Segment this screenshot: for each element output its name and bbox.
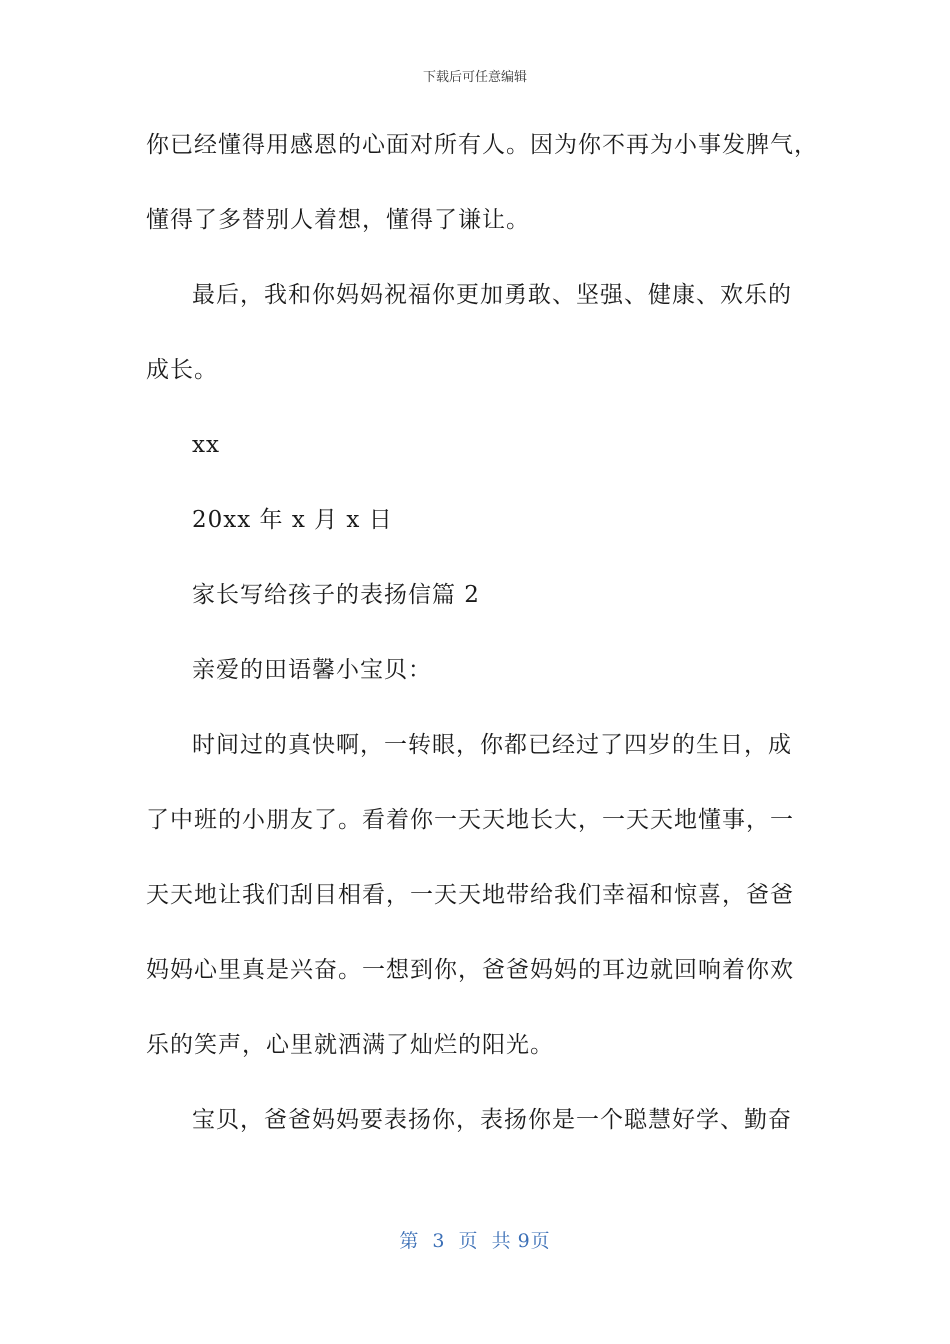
footer-total-pages: 9页 xyxy=(517,1230,551,1252)
page-header: 下载后可任意编辑 xyxy=(422,70,527,85)
body-line-1: 你已经懂得用感恩的心面对所有人。因为你不再为小事发脾气， xyxy=(146,132,818,158)
letter-salutation: 亲爱的田语馨小宝贝： xyxy=(192,657,432,683)
footer-page-word: 页 xyxy=(458,1230,479,1252)
body-line-2: 懂得了多替别人着想，懂得了谦让。 xyxy=(146,207,530,233)
body-line-4: 成长。 xyxy=(146,357,218,383)
footer-total-word: 共 xyxy=(491,1230,512,1252)
section-title: 家长写给孩子的表扬信篇 2 xyxy=(192,582,480,608)
body-line-8: 妈妈心里真是兴奋。一想到你，爸爸妈妈的耳边就回响着你欢 xyxy=(146,957,794,983)
body-line-7: 天天地让我们刮目相看，一天天地带给我们幸福和惊喜，爸爸 xyxy=(146,882,794,908)
body-line-6: 了中班的小朋友了。看着你一天天地长大，一天天地懂事，一 xyxy=(146,807,794,833)
body-line-9: 乐的笑声，心里就洒满了灿烂的阳光。 xyxy=(146,1032,554,1058)
footer-page-number: 3 xyxy=(432,1230,446,1252)
page-footer xyxy=(0,1226,950,1253)
signature-name: xx xyxy=(192,432,220,458)
body-line-3: 最后，我和你妈妈祝福你更加勇敢、坚强、健康、欢乐的 xyxy=(192,282,792,308)
body-line-5: 时间过的真快啊，一转眼，你都已经过了四岁的生日，成 xyxy=(192,732,792,758)
signature-date: 20xx 年 x 月 x 日 xyxy=(192,507,393,533)
footer-prefix: 第 xyxy=(399,1230,420,1252)
body-line-10: 宝贝，爸爸妈妈要表扬你，表扬你是一个聪慧好学、勤奋 xyxy=(192,1107,792,1133)
